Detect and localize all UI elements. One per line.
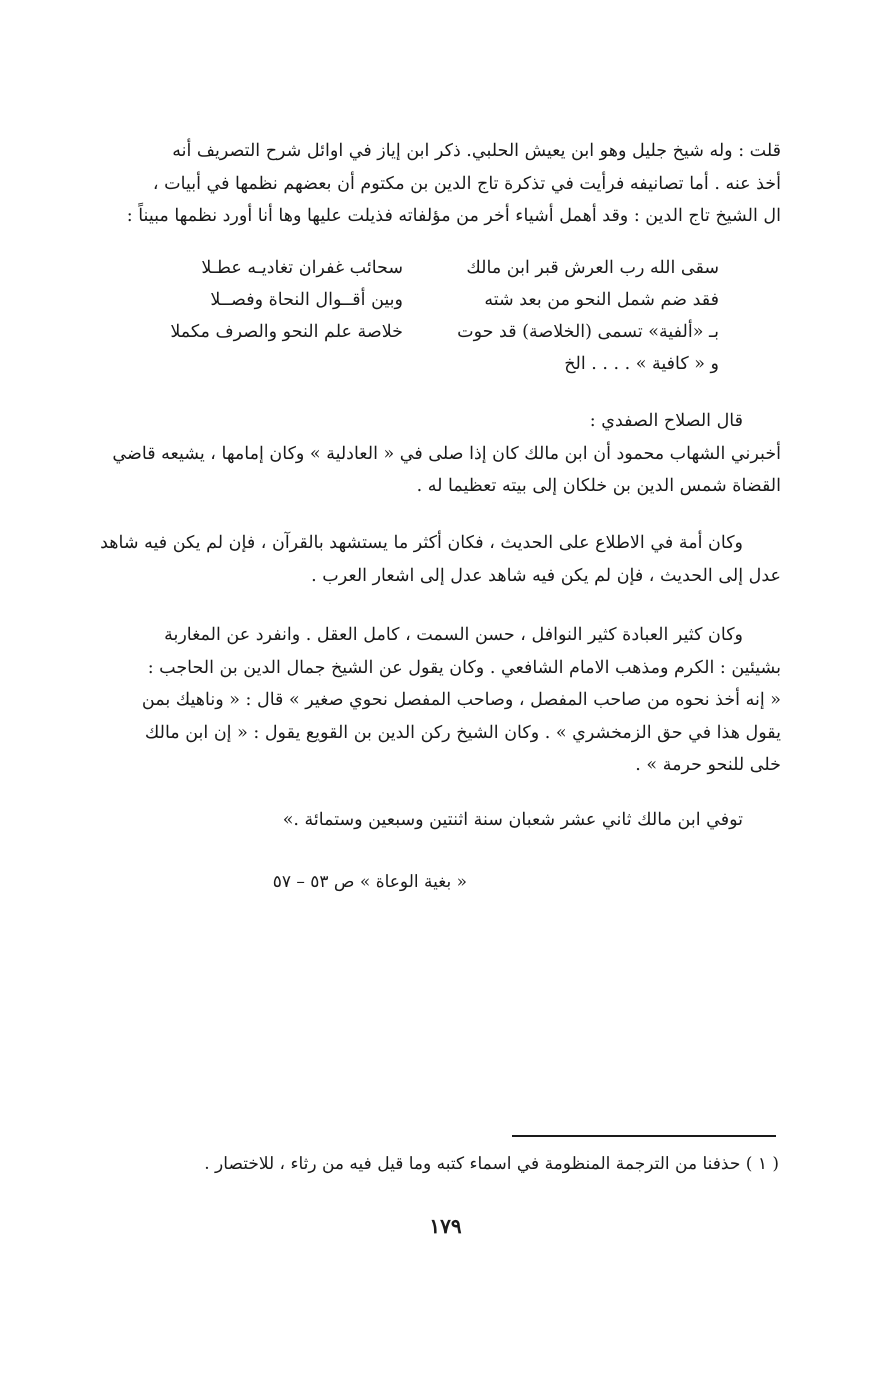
source-reference: « بغية الوعاة » ص ٥٣ – ٥٧ — [272, 872, 467, 892]
death-paragraph — [105, 804, 781, 837]
text-line: وكان أمة في الاطلاع على الحديث ، فكان أكثر ما يستشهد بالقرآن ، فإن لم يكن فيه شاهد — [100, 533, 743, 553]
verse-line: خلاصة علم النحو والصرف مكملا — [170, 322, 403, 342]
worship-paragraph — [105, 619, 781, 782]
hadith-paragraph — [100, 527, 781, 592]
text-line: « إنه أخذ نحوه من صاحب المفصل ، وصاحب المفصل نحوي صغير » قال : « وناهيك بمن — [141, 690, 781, 710]
verse-line: سحائب غفران تغاديـه عطـلا — [201, 258, 403, 278]
verse-line: بـ «ألفية» تسمى (الخلاصة) قد حوت — [457, 322, 719, 342]
text-line: ال الشيخ تاج الدين : وقد أهمل أشياء أخر من مؤلفاته فذيلت عليها وها أنا أورد نظمها مبيناً : — [126, 206, 781, 226]
verse-line: وبين أقــوال النحاة وفصــلا — [210, 290, 403, 310]
text-line: توفي ابن مالك ثاني عشر شعبان سنة اثنتين وسبعين وستمائة .» — [282, 810, 743, 830]
text-line: خلى للنحو حرمة » . — [635, 755, 781, 775]
footnote-divider — [512, 1135, 776, 1137]
text-line: أخذ عنه . أما تصانيفه فرأيت في تذكرة تاج الدين بن مكتوم أن بعضهم نظمها في أبيات ، — [152, 173, 781, 194]
text-line: بشيئين : الكرم ومذهب الامام الشافعي . وكان يقول عن الشيخ جمال الدين بن الحاجب : — [147, 657, 781, 678]
intro-paragraph — [105, 135, 781, 233]
text-line: وكان كثير العبادة كثير النوافل ، حسن السمت ، كامل العقل . وانفرد عن المغاربة — [164, 625, 743, 645]
text-line: يقول هذا في حق الزمخشري » . وكان الشيخ ركن الدين بن القويع يقول : « إن ابن مالك — [144, 722, 781, 743]
text-line: قلت : وله شيخ جليل وهو ابن يعيش الحلبي. ذكر ابن إياز في اوائل شرح التصريف أنه — [172, 141, 781, 161]
poem-first-hemistichs — [457, 252, 719, 380]
footnote: ( ١ ) حذفنا من الترجمة المنظومة في اسماء كتبه وما قيل فيه من رثاء ، للاختصار . — [204, 1154, 779, 1174]
section-heading: قال الصلاح الصفدي : — [589, 411, 743, 431]
text-line: عدل إلى الحديث ، فإن لم يكن فيه شاهد عدل إلى اشعار العرب . — [311, 565, 781, 586]
verse-line: و « كافية » . . . . الخ — [564, 354, 719, 374]
poem-second-hemistichs — [170, 252, 403, 348]
text-line: القضاة شمس الدين بن خلكان إلى بيته تعظيما له . — [416, 476, 781, 496]
safadi-paragraph — [105, 405, 781, 503]
page-number: ١٧٩ — [429, 1214, 462, 1238]
verse-line: سقى الله رب العرش قبر ابن مالك — [466, 258, 719, 278]
verse-line: فقد ضم شمل النحو من بعد شته — [484, 290, 719, 310]
text-line: أخبرني الشهاب محمود أن ابن مالك كان إذا صلى في « العادلية » وكان إمامها ، يشيعه قاضي — [112, 443, 781, 464]
